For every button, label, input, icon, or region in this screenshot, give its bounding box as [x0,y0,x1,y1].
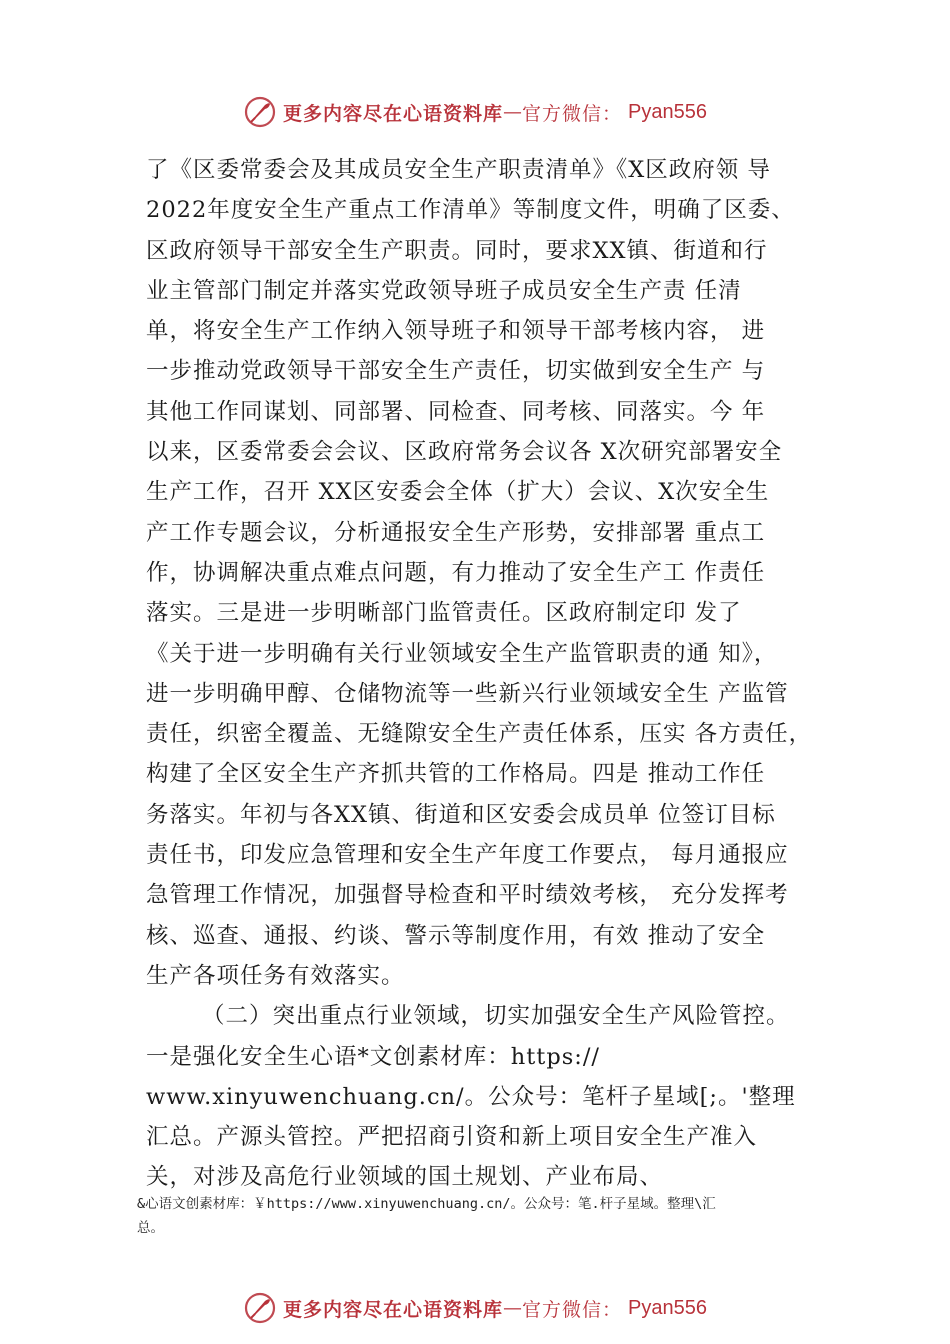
text-line: 务落实。年初与各XX镇、街道和区安委会成员单 位签订目标 [146,801,776,828]
wechat-id: Pyan556 [628,100,707,123]
separator-dash: — [503,101,523,123]
header-watermark-banner [0,92,950,132]
text-line: 进一步明确甲醇、仓储物流等一些新兴行业领域安全生 产监管 [146,680,789,707]
footnote-line: &心语文创素材库：￥https://www.xinyuwenchuang.cn/。公众号：笔.杆子星域。整理\汇 [137,1196,716,1212]
text-line: 落实。三是进一步明晰部门监管责任。区政府制定印 发了 [146,600,742,627]
footer-watermark-banner [0,1288,950,1328]
text-line: 汇总。产源头管控。严把招商引资和新上项目安全生产准入 [146,1124,758,1151]
footnote [137,1192,837,1240]
separator-dash: — [503,1297,523,1319]
brand-text: 更多内容尽在心语资料库 [283,102,504,125]
text-line: 急管理工作情况，加强督导检查和平时绩效考核， 充分发挥考 [146,882,789,909]
footnote-line: 总。 [137,1220,164,1236]
text-line: 生产工作，召开 XX区安委会全体（扩大）会议、X次安全生 [146,479,770,506]
text-line: 单，将安全生产工作纳入领导班子和领导干部考核内容， 进 [146,318,766,345]
wechat-label: 官方微信： [522,1298,623,1321]
wechat-id: Pyan556 [628,1296,707,1319]
text-line: 责任书，印发应急管理和安全生产年度工作要点， 每月通报应 [146,842,789,869]
text-line: 2022年度安全生产重点工作清单》等制度文件，明确了区委、 [146,197,795,224]
quill-logo-icon [243,95,277,129]
text-line: 业主管部门制定并落实党政领导班子成员安全生产责 任清 [146,277,742,304]
text-line: www.xinyuwenchuang.cn/。公众号：笔杆子星域[;。'整理 [146,1083,796,1110]
text-line: 产工作专题会议，分析通报安全生产形势，安排部署 重点工 [146,519,766,546]
text-line: 一步推动党政领导干部安全生产责任，切实做到安全生产 与 [146,358,766,385]
document-body [146,150,846,1198]
text-line: 生产各项任务有效落实。 [146,962,405,989]
text-line: 其他工作同谋划、同部署、同检查、同考核、同落实。今 年 [146,398,766,425]
text-line: 了《区委常委会及其成员安全生产职责清单》《X区政府领 导 [146,157,771,183]
text-line: 构建了全区安全生产齐抓共管的工作格局。四是 推动工作任 [146,761,766,788]
text-line: 一是强化安全生心语*文创素材库：https:// [146,1043,601,1070]
text-line: 作，协调解决重点难点问题，有力推动了安全生产工 作责任 [146,559,766,586]
wechat-label: 官方微信： [522,102,623,125]
section-heading-line: （二）突出重点行业领域，切实加强安全生产风险管控。 [202,1003,790,1030]
text-line: 核、巡查、通报、约谈、警示等制度作用，有效 推动了安全 [146,922,766,949]
text-line: 以来，区委常委会会议、区政府常务会议各 X次研究部署安全 [146,439,783,466]
text-line: 关，对涉及高危行业领域的国土规划、产业布局、 [146,1164,664,1191]
brand-text: 更多内容尽在心语资料库 [283,1298,504,1321]
text-line: 责任，织密全覆盖、无缝隙安全生产责任体系，压实 各方责任， [146,721,813,748]
text-line: 区政府领导干部安全生产职责。同时，要求XX镇、街道和行 [146,237,768,264]
text-line: 《关于进一步明确有关行业领域安全生产监管职责的通 知》， [146,640,778,667]
quill-logo-icon [243,1291,277,1325]
